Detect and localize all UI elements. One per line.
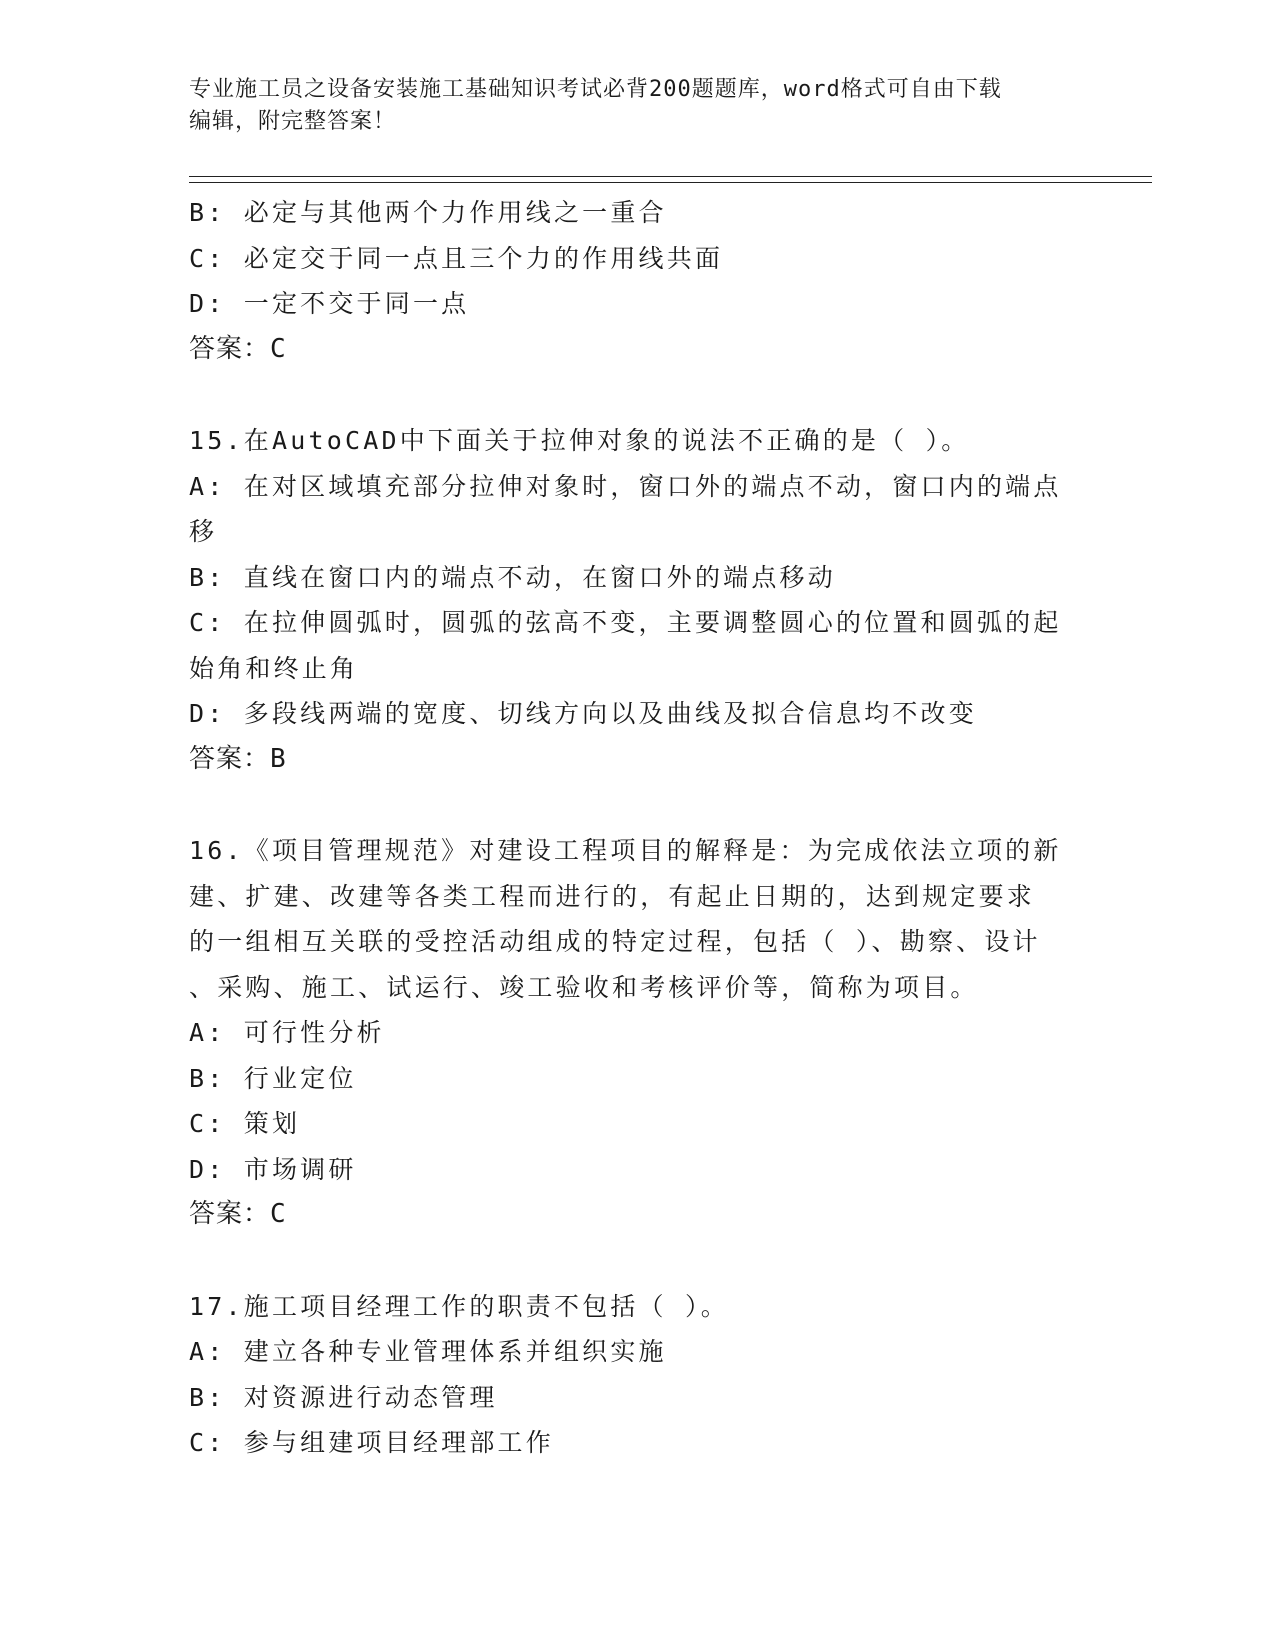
option-b: B: 对资源进行动态管理 <box>189 1382 498 1412</box>
page-header <box>189 74 1069 138</box>
question-14-tail <box>189 190 1089 372</box>
question-stem-cont: 建、扩建、改建等各类工程而进行的，有起止日期的，达到规定要求 <box>189 881 1036 911</box>
question-15 <box>189 418 1089 782</box>
answer: 答案：B <box>189 743 287 774</box>
option-a: A: 建立各种专业管理体系并组织实施 <box>189 1337 667 1366</box>
option-a: A: 在对区域填充部分拉伸对象时，窗口外的端点不动，窗口内的端点 <box>189 471 1062 501</box>
header-title-line2: 编辑，附完整答案！ <box>189 109 397 134</box>
option-a: A: 可行性分析 <box>189 1018 385 1047</box>
option-c: C: 在拉伸圆弧时，圆弧的弦高不变，主要调整圆心的位置和圆弧的起 <box>189 608 1062 637</box>
question-stem: 16.《项目管理规范》对建设工程项目的解释是：为完成依法立项的新 <box>189 836 1062 865</box>
option-d: D: 多段线两端的宽度、切线方向以及曲线及拟合信息均不改变 <box>189 699 977 728</box>
question-16 <box>189 828 1089 1238</box>
question-stem-cont: 、采购、施工、试运行、竣工验收和考核评价等，简称为项目。 <box>189 972 979 1002</box>
answer: 答案：C <box>189 333 287 364</box>
answer: 答案：C <box>189 1199 287 1229</box>
header-title-line1: 专业施工员之设备安装施工基础知识考试必背200题题库，word格式可自由下载 <box>189 77 1002 102</box>
question-stem-cont: 的一组相互关联的受控活动组成的特定过程，包括（ ）、勘察、设计 <box>189 927 1041 956</box>
question-stem: 15.在AutoCAD中下面关于拉伸对象的说法不正确的是（ ）。 <box>189 426 970 455</box>
option-b: B: 必定与其他两个力作用线之一重合 <box>189 198 667 227</box>
header-divider-bottom <box>189 182 1152 183</box>
option-c: C: 参与组建项目经理部工作 <box>189 1428 554 1457</box>
option-b: B: 直线在窗口内的端点不动，在窗口外的端点移动 <box>189 562 836 592</box>
option-d: D: 市场调研 <box>189 1154 357 1184</box>
option-a-cont: 移 <box>189 517 218 546</box>
option-b: B: 行业定位 <box>189 1063 357 1093</box>
option-c: C: 策划 <box>189 1109 301 1138</box>
question-17 <box>189 1284 1089 1466</box>
option-c: C: 必定交于同一点且三个力的作用线共面 <box>189 243 724 273</box>
header-divider-top <box>189 176 1152 177</box>
option-d: D: 一定不交于同一点 <box>189 289 470 318</box>
question-stem: 17.施工项目经理工作的职责不包括（ ）。 <box>189 1291 729 1321</box>
question-list <box>189 190 1089 1466</box>
option-c-cont: 始角和终止角 <box>189 653 359 683</box>
